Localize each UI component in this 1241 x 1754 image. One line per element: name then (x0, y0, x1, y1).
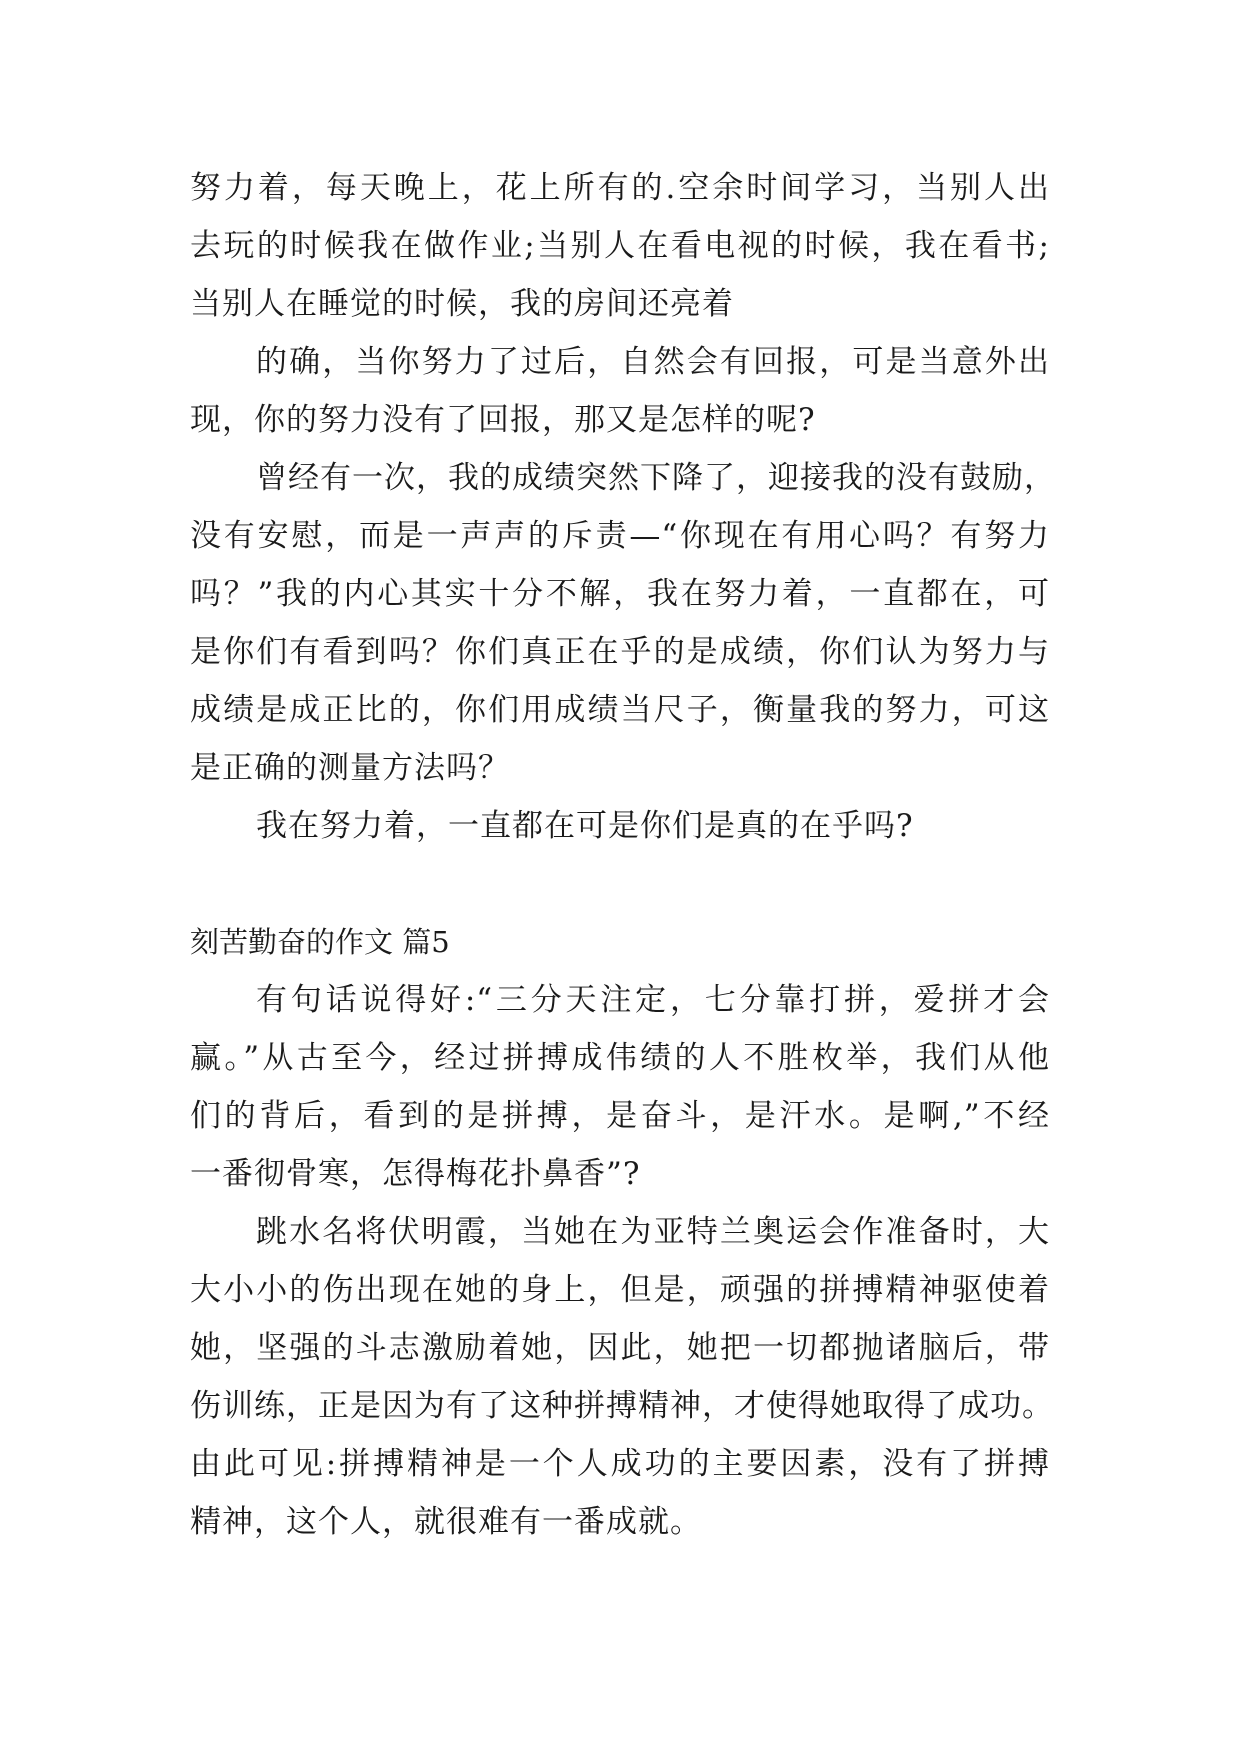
paragraph-line: 我在努力着，一直都在可是你们是真的在乎吗? (256, 808, 914, 844)
paragraph-line: 成绩是成正比的，你们用成绩当尺子，衡量我的努力，可这 (190, 692, 1050, 728)
paragraph-line: 精神，这个人，就很难有一番成就。 (190, 1504, 702, 1540)
paragraph-line: 有句话说得好:“三分天注定，七分靠打拼，爱拼才会 (256, 982, 1050, 1018)
paragraph-line: 跳水名将伏明霞，当她在为亚特兰奥运会作准备时，大 (256, 1214, 1050, 1250)
paragraph-line: 努力着，每天晚上，花上所有的.空余时间学习，当别人出 (190, 170, 1050, 206)
paragraph-line: 由此可见:拼搏精神是一个人成功的主要因素，没有了拼搏 (190, 1446, 1050, 1482)
paragraph-line: 她，坚强的斗志激励着她，因此，她把一切都抛诸脑后，带 (190, 1330, 1050, 1366)
paragraph-line: 是你们有看到吗？你们真正在乎的是成绩，你们认为努力与 (190, 634, 1050, 670)
paragraph-line: 没有安慰，而是一声声的斥责—“你现在有用心吗？有努力 (190, 518, 1050, 554)
paragraph-line: 是正确的测量方法吗？ (190, 750, 510, 786)
paragraph-line: 赢。”从古至今，经过拼搏成伟绩的人不胜枚举，我们从他 (190, 1040, 1050, 1076)
section-heading: 刻苦勤奋的作文 篇5 (190, 925, 450, 959)
paragraph-line: 们的背后，看到的是拼搏，是奋斗，是汗水。是啊,”不经 (190, 1098, 1050, 1134)
paragraph-line: 现，你的努力没有了回报，那又是怎样的呢? (190, 402, 816, 438)
paragraph-line: 吗？”我的内心其实十分不解，我在努力着，一直都在，可 (190, 576, 1050, 612)
paragraph-line: 去玩的时候我在做作业;当别人在看电视的时候，我在看书; (190, 228, 1050, 264)
paragraph-line: 大小小的伤出现在她的身上，但是，顽强的拼搏精神驱使着 (190, 1272, 1050, 1308)
paragraph-line: 曾经有一次，我的成绩突然下降了，迎接我的没有鼓励， (256, 460, 1056, 496)
paragraph-line: 一番彻骨寒，怎得梅花扑鼻香”? (190, 1156, 641, 1192)
paragraph-line: 的确，当你努力了过后，自然会有回报，可是当意外出 (256, 344, 1050, 380)
paragraph-line: 当别人在睡觉的时候，我的房间还亮着 (190, 286, 734, 322)
paragraph-line: 伤训练，正是因为有了这种拼搏精神，才使得她取得了成功。 (190, 1388, 1054, 1424)
